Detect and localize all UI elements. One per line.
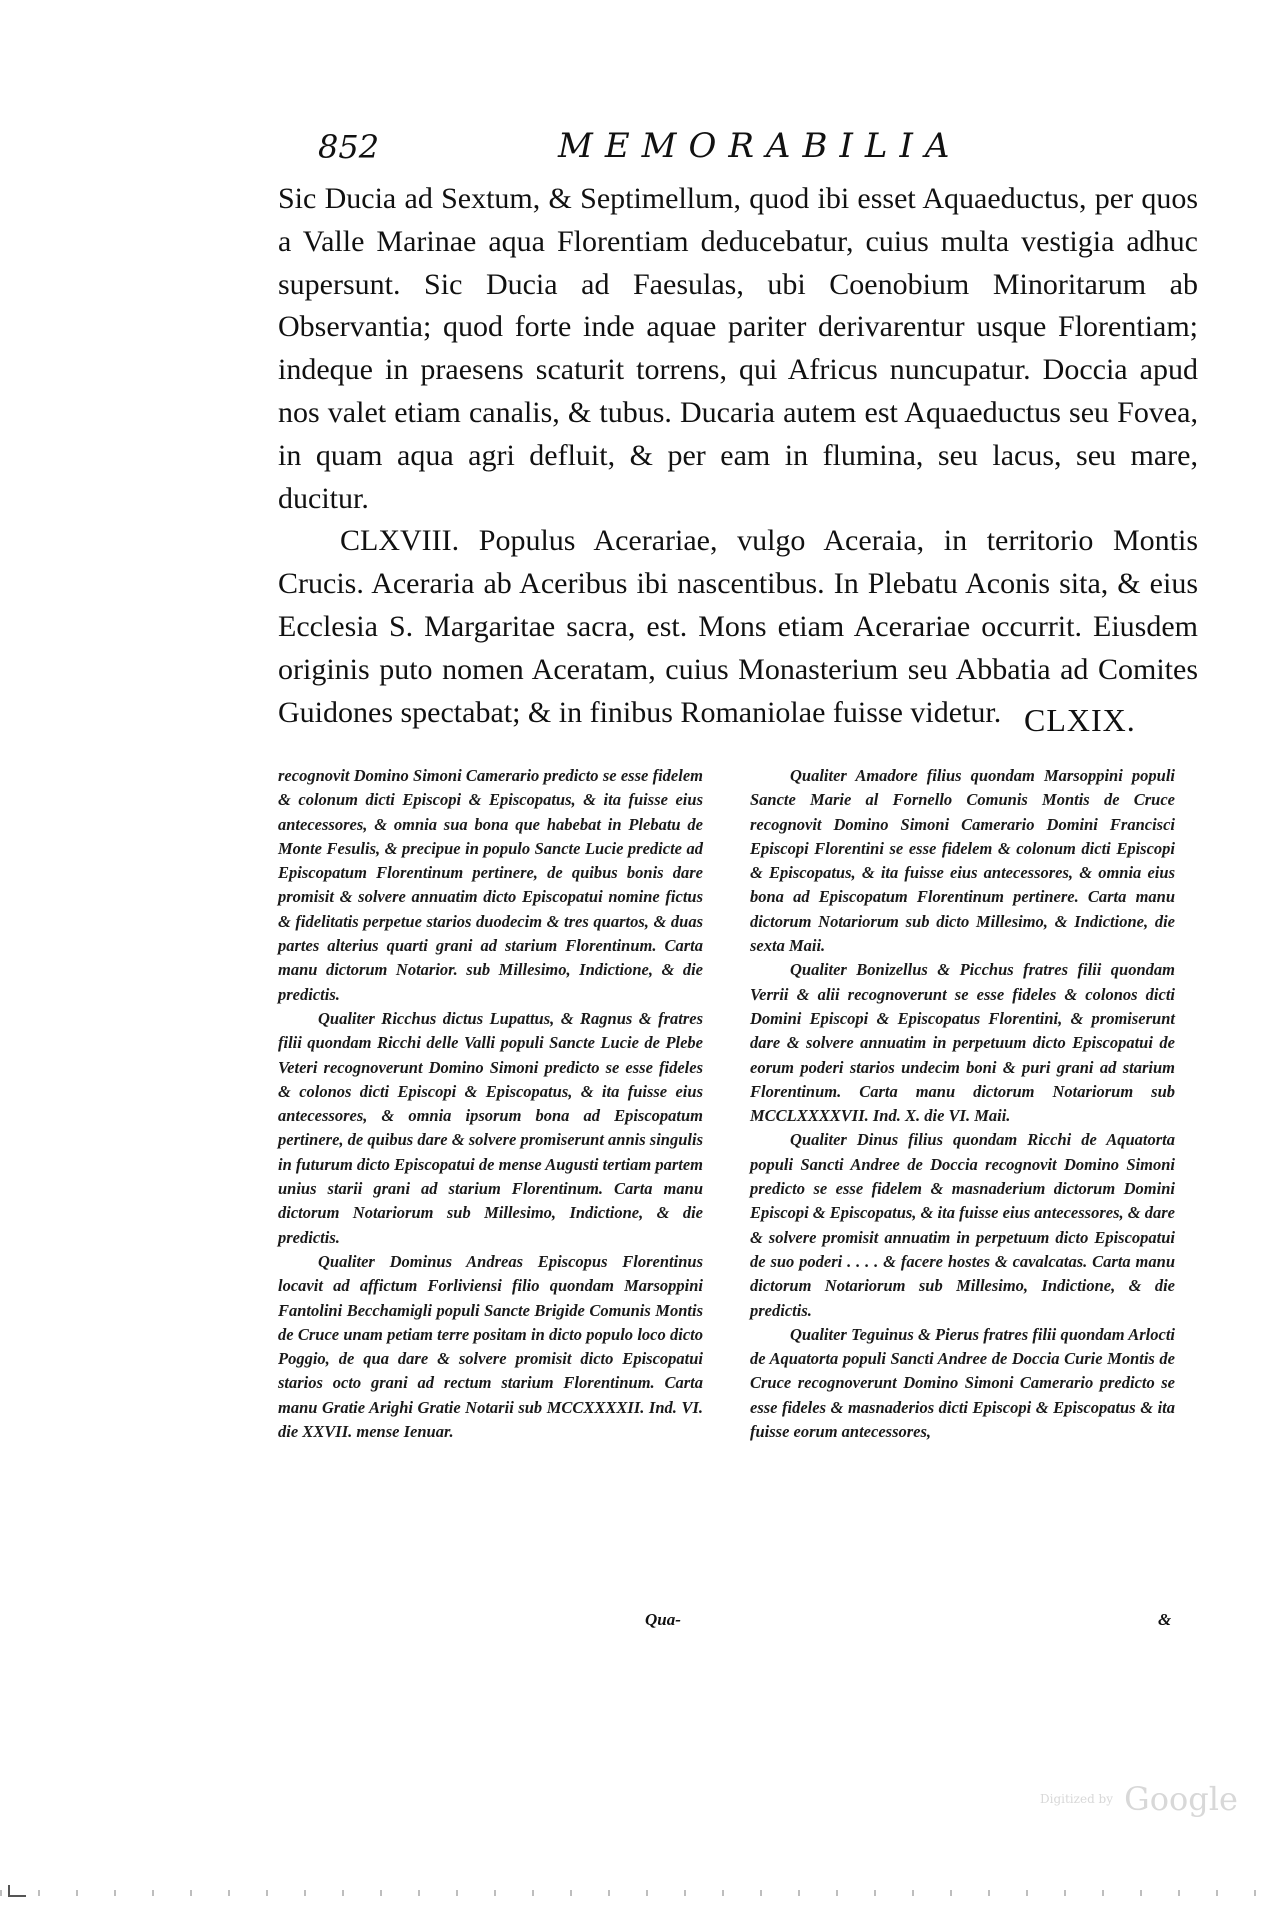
footnote-right-1: Qualiter Amadore filius quondam Marsoppini populi Sancte Marie al Fornello Comunis Montis de Cruce recognovit Domino Simoni Camerario Domini Francisci Episcopi Florentini se esse fidelem & colonum dicti Episcopi & Episcopatus, & ita fuisse eius antecessores, & omnia eius bona ad Episcopatum Florentinum pertinere. Carta manu dictorum Notariorum sub dicto Millesimo, & Indictione, die sexta Maii. xyxy=(750,766,1175,956)
page-number: 852 xyxy=(318,128,380,166)
watermark-logo-text: Google xyxy=(1124,1780,1238,1818)
main-paragraph-1: Sic Ducia ad Sextum, & Septimellum, quod ibi esset Aquaeductus, per quos a Valle Marinae aqua Florentiam deducebatur, cuius multa vestigia adhuc supersunt. Sic Ducia ad Faesulas, ubi Coenobium Minoritarum ab Observantia; quod forte inde aquae pariter derivarentur usque Florentiam; indeque in praesens scaturit torrens, qui Africus nuncupatur. Doccia apud nos valet etiam canalis, & tubus. Ducaria autem est Aquaeductus seu Fovea, in quam aqua agri defluit, & per eam in flumina, seu lacus, seu mare, ducitur. xyxy=(278,182,1198,515)
main-text xyxy=(278,178,1198,734)
footnote-column-right xyxy=(750,764,1175,1444)
footnote-right-3: Qualiter Dinus filius quondam Ricchi de Aquatorta populi Sancti Andree de Doccia recognovit Domino Simoni predicto se esse fidelem & masnaderium dictorum Domini Episcopi & Episcopatus, & ita fuisse eius antecessores, & dare & solvere promisit annuatim in perpetuum dicto Episcopatui de suo poderi . . . . & facere hostes & cavalcatas. Carta manu dictorum Notariorum sub Millesimo, Indictione, & die predictis. xyxy=(750,1130,1175,1320)
page-header xyxy=(318,122,978,172)
footnote-right-4: Qualiter Teguinus & Pierus fratres filii quondam Arlocti de Aquatorta populi Sancti Andree de Doccia Curie Montis de Cruce recognoverunt Domino Simoni Camerario predicto se esse fideles & masnaderios dicti Episcopi & Episcopatus & ita fuisse eorum antecessores, xyxy=(750,1324,1175,1442)
footnote-left-3: Qualiter Dominus Andreas Episcopus Florentinus locavit ad affictum Forliviensi filio quondam Marsoppini Fantolini Becchamigli populi Sancte Brigide Comunis Montis de Cruce unam petiam terre positam in dicto populo loco dicto Poggio, de qua dare & solvere promisit dicto Episcopatui starios octo grani ad rectum starium Florentinum. Carta manu Gratie Arighi Gratie Notarii sub MCCXXXXII. Ind. VI. die XXVII. mense Ienuar. xyxy=(278,1251,703,1442)
footnote-column-left xyxy=(278,764,703,1444)
watermark-small-text: Digitized by xyxy=(1040,1792,1114,1806)
footnote-right-2: Qualiter Bonizellus & Picchus fratres filii quondam Verrii & alii recognoverunt se esse fideles & colonos dicti Domini Episcopi & Episcopatus Florentini, & promiserunt dare & solvere annuatim in perpetuum dicto Episcopatui de eorum poderi starios undecim boni & puri grani ad starium Florentinum. Carta manu dictorum Notariorum sub MCCLXXXXVII. Ind. X. die VI. Maii. xyxy=(750,960,1175,1126)
footnote-left-1: recognovit Domino Simoni Camerario predicto se esse fidelem & colonum dicti Episcopi & Episcopatus, & ita fuisse eius antecessores, & omnia sua bona que habebat in Plebatu de Monte Fesulis, & precipue in populo Sancte Lucie predicte ad Episcopatum Florentinum pertinere, de quibus bonis dare promisit & solvere annuatim dicto Episcopatui nomine fictus & fidelitatis perpetue starios duodecim & tres quartos, & duas partes alterius quarti grani ad starium Florentinum. Carta manu dictorum Notarior. sub Millesimo, Indictione, & die predictis. xyxy=(278,766,703,1004)
footnote-left-2: Qualiter Ricchus dictus Lupattus, & Ragnus & fratres filii quondam Ricchi delle Valli populi Sancte Lucie de Plebe Veteri recognoverunt Domino Simoni predicto se esse fideles & colonos dicti Episcopi & Episcopatus, & ita fuisse eius antecessores, & omnia ipsorum bona ad Episcopatum pertinere, de quibus dare & solvere promiserunt annis singulis in futurum dicto Episcopatui de mense Augusti tertiam partem unius starii grani ad starium Florentinum. Carta manu dictorum Notariorum sub Millesimo, Indictione, & die predictis. xyxy=(278,1008,703,1247)
digitization-watermark xyxy=(1040,1780,1238,1818)
running-title: MEMORABILIA xyxy=(558,126,962,166)
main-catchword: CLXIX. xyxy=(1024,702,1136,738)
footnote-catchword-left: Qua- xyxy=(645,1610,681,1629)
main-paragraph-2: CLXVIII. Populus Acerariae, vulgo Aceraia, in territorio Montis Crucis. Aceraria ab Aceribus ibi nascentibus. In Plebatu Aconis sita, & eius Ecclesia S. Margaritae sacra, est. Mons etiam Acerariae occurrit. Eiusdem originis puto nomen Aceratam, cuius Monasterium seu Abbatia ad Comites Guidones spectabat; & in finibus Romaniolae fuisse videtur. xyxy=(278,524,1198,729)
bottom-edge-marks xyxy=(0,1890,1288,1896)
footnote-catchword-right: & xyxy=(1158,1610,1172,1629)
